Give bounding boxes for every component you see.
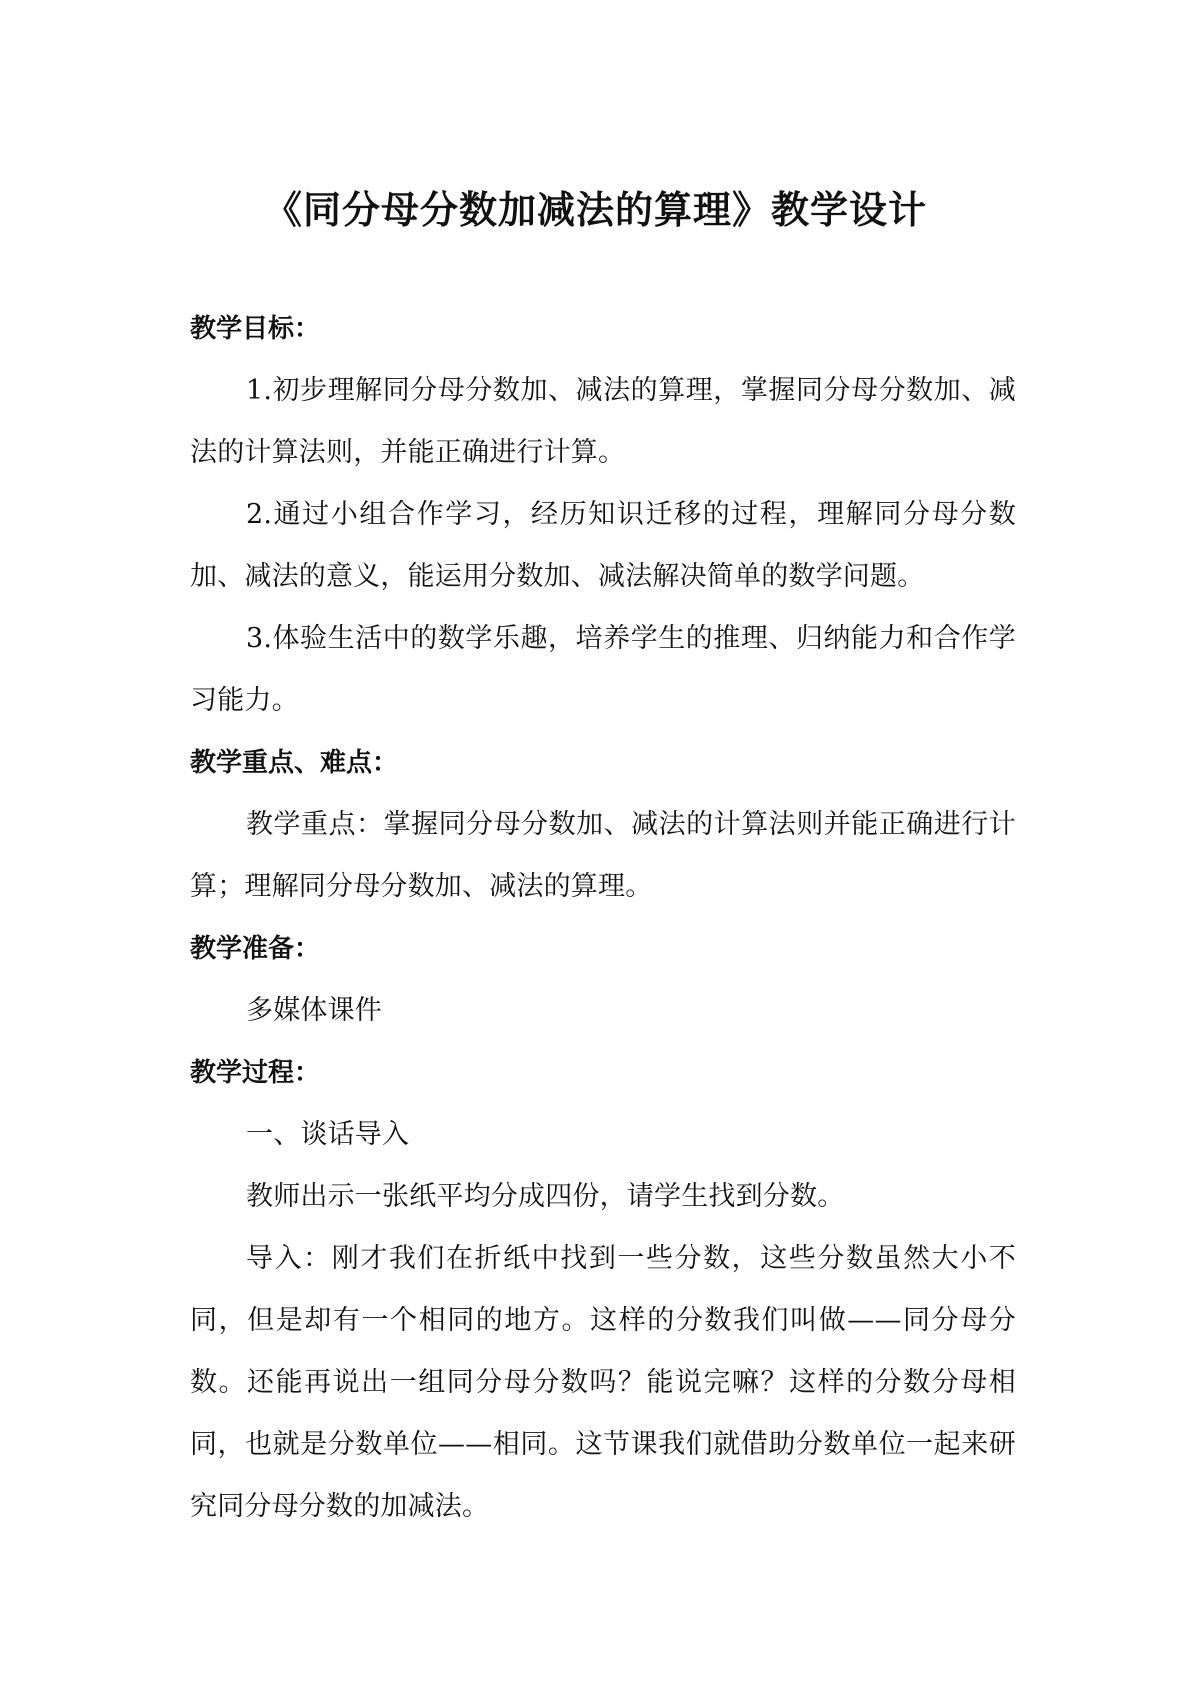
preparation-text: 多媒体课件: [246, 995, 382, 1026]
document-body: [190, 298, 1016, 1538]
objective-item-1: 1.初步理解同分母分数加、减法的算理，掌握同分母分数加、减法的计算法则，并能正确进行计算。: [190, 375, 1016, 468]
section-key-points: [190, 732, 1016, 918]
section-objectives: [190, 298, 1016, 732]
section-process: [190, 1042, 1016, 1538]
process-paragraph-1: 教师出示一张纸平均分成四份，请学生找到分数。: [246, 1181, 845, 1212]
process-subheading-intro: 一、谈话导入: [246, 1119, 410, 1150]
document-title: 《同分母分数加减法的算理》教学设计: [263, 187, 927, 233]
section-heading-process: 教学过程：: [190, 1058, 321, 1088]
objective-item-2: 2.通过小组合作学习，经历知识迁移的过程，理解同分母分数加、减法的意义，能运用分数加、减法解决简单的数学问题。: [190, 499, 1016, 592]
section-heading-key-points: 教学重点、难点：: [190, 748, 399, 778]
section-heading-preparation: 教学准备：: [190, 934, 321, 964]
section-heading-objectives: 教学目标：: [190, 314, 321, 344]
process-paragraph-2: 导入：刚才我们在折纸中找到一些分数，这些分数虽然大小不同，但是却有一个相同的地方。这样的分数我们叫做——同分母分数。还能再说出一组同分母分数吗？能说完嘛？这样的分数分母相同，也就是分数单位——相同。这节课我们就借助分数单位一起来研究同分母分数的加减法。: [190, 1243, 1016, 1522]
key-points-text: 教学重点：掌握同分母分数加、减法的计算法则并能正确进行计算；理解同分母分数加、减法的算理。: [190, 809, 1016, 902]
section-preparation: [190, 918, 1016, 1042]
objective-item-3: 3.体验生活中的数学乐趣，培养学生的推理、归纳能力和合作学习能力。: [190, 623, 1016, 716]
